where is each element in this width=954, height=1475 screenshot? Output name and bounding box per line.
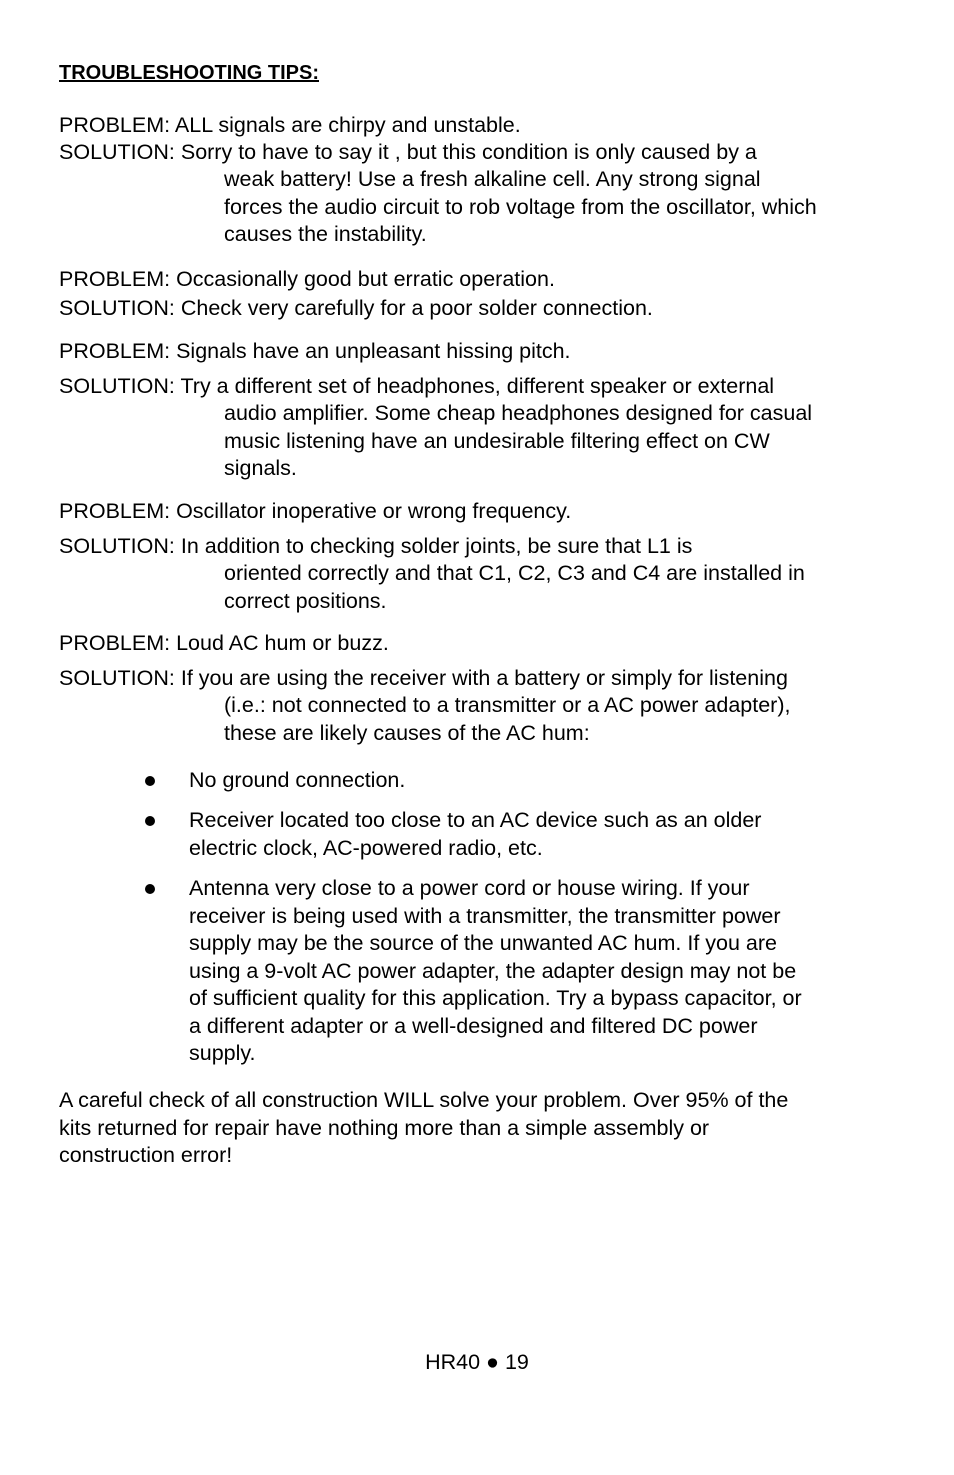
solution-line: these are likely causes of the AC hum: xyxy=(224,720,590,745)
solution-line: weak battery! Use a fresh alkaline cell. Any strong signal xyxy=(224,167,761,191)
bullet-icon xyxy=(145,816,155,826)
troubleshooting-item-5 xyxy=(59,630,899,747)
problem-text: PROBLEM: ALL signals are chirpy and unstable. xyxy=(59,113,521,137)
page-footer: HR40 ● 19 xyxy=(425,1350,529,1374)
problem-text: PROBLEM: Oscillator inoperative or wrong frequency. xyxy=(59,499,572,523)
list-item-text: supply. xyxy=(189,1041,256,1065)
solution-line: correct positions. xyxy=(224,588,387,613)
list-item-text: electric clock, AC-powered radio, etc. xyxy=(189,835,543,860)
solution-line: SOLUTION: Try a different set of headphones, different speaker or external xyxy=(59,373,775,398)
solution-line: (i.e.: not connected to a transmitter or a AC power adapter), xyxy=(224,693,791,717)
solution-line: SOLUTION: Check very carefully for a poor solder connection. xyxy=(59,295,653,320)
bullet-icon xyxy=(145,884,155,894)
troubleshooting-item-1 xyxy=(59,112,899,249)
solution-line: SOLUTION: Sorry to have to say it , but this condition is only caused by a xyxy=(59,139,757,164)
list-item-text: of sufficient quality for this application. Try a bypass capacitor, or xyxy=(189,986,802,1010)
solution-line: SOLUTION: If you are using the receiver with a battery or simply for listening xyxy=(59,665,788,690)
closing-line: kits returned for repair have nothing more than a simple assembly or xyxy=(59,1115,710,1140)
troubleshooting-item-2 xyxy=(59,266,899,322)
solution-line: causes the instability. xyxy=(224,222,427,246)
problem-text: PROBLEM: Occasionally good but erratic operation. xyxy=(59,267,555,291)
list-item-text: Receiver located too close to an AC device such as an older xyxy=(189,808,762,832)
list-item-text: supply may be the source of the unwanted AC hum. If you are xyxy=(189,931,778,955)
closing-line: A careful check of all construction WILL solve your problem. Over 95% of the xyxy=(59,1088,789,1112)
list-item-text: using a 9-volt AC power adapter, the adapter design may not be xyxy=(189,958,797,983)
solution-line: oriented correctly and that C1, C2, C3 and C4 are installed in xyxy=(224,561,805,585)
list-item-text: a different adapter or a well-designed and filtered DC power xyxy=(189,1013,758,1038)
closing-paragraph xyxy=(59,1087,899,1170)
problem-text: PROBLEM: Loud AC hum or buzz. xyxy=(59,631,389,655)
solution-line: signals. xyxy=(224,456,297,480)
bullet-icon xyxy=(145,776,155,786)
list-item-text: receiver is being used with a transmitter, the transmitter power xyxy=(189,903,781,928)
list-item-text: Antenna very close to a power cord or house wiring. If your xyxy=(189,876,750,900)
solution-line: SOLUTION: In addition to checking solder joints, be sure that L1 is xyxy=(59,533,693,558)
solution-line: music listening have an undesirable filtering effect on CW xyxy=(224,428,770,453)
closing-line: construction error! xyxy=(59,1143,233,1167)
solution-line: audio amplifier. Some cheap headphones designed for casual xyxy=(224,401,813,425)
solution-line: forces the audio circuit to rob voltage from the oscillator, which xyxy=(224,194,817,219)
troubleshooting-item-4 xyxy=(59,498,899,615)
troubleshooting-item-3 xyxy=(59,338,899,483)
problem-text: PROBLEM: Signals have an unpleasant hissing pitch. xyxy=(59,339,571,363)
page-heading: TROUBLESHOOTING TIPS: xyxy=(59,62,319,84)
list-item-text: No ground connection. xyxy=(189,768,406,792)
